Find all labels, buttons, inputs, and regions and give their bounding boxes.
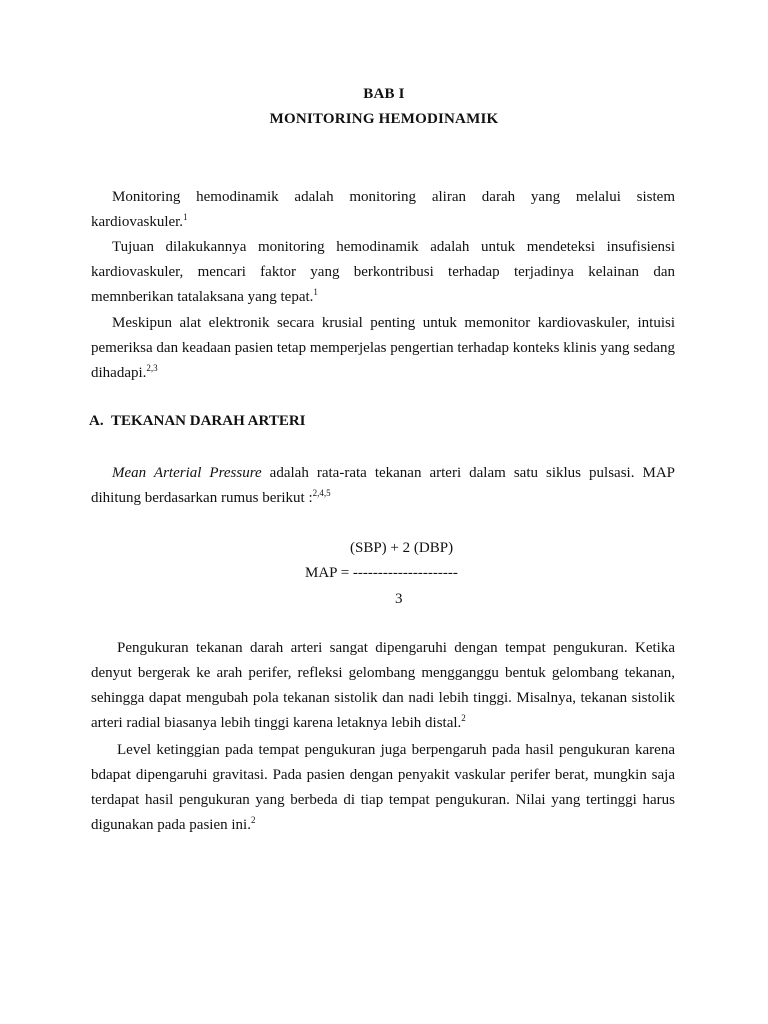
citation-ref: 1: [183, 212, 188, 222]
measurement-paragraph-2: [91, 738, 675, 838]
citation-ref: 2,3: [146, 363, 158, 373]
intro-paragraph-1: [91, 185, 675, 235]
formula-fraction-line: MAP = ---------------------: [305, 565, 458, 581]
formula-numerator: (SBP) + 2 (DBP): [350, 540, 454, 556]
intro-paragraph-3: [91, 311, 675, 386]
section-title: TEKANAN DARAH ARTERI: [111, 413, 306, 429]
map-paragraph: [91, 461, 675, 511]
section-heading-a: [89, 413, 306, 430]
paragraph-text: Monitoring hemodinamik adalah monitoring aliran darah yang melalui sistem kardiovaskuler.: [91, 189, 675, 230]
paragraph-text: Tujuan dilakukannya monitoring hemodinamik adalah untuk mendeteksi insufisiensi kardiovaskuler, mencari faktor yang berkontribusi terhadap terjadinya kelainan dan memnberikan tatalaksana yang tepat.: [91, 239, 675, 305]
citation-ref: 1: [313, 287, 318, 297]
section-number: A.: [89, 413, 104, 429]
citation-ref: 2,4,5: [312, 488, 331, 498]
intro-paragraph-2: [91, 235, 675, 310]
chapter-number: BAB I: [363, 86, 405, 102]
citation-ref: 2: [250, 815, 256, 825]
paragraph-text: Meskipun alat elektronik secara krusial penting untuk memonitor kardiovaskuler, intuisi pemeriksa dan keadaan pasien tetap memperjelas pengertian terhadap konteks klinis yang sedang dihadapi.: [91, 315, 675, 381]
citation-ref: 2: [461, 713, 466, 723]
measurement-paragraph-1: [91, 636, 675, 736]
paragraph-text: adalah rata-rata tekanan arteri dalam satu siklus pulsasi. MAP dihitung berdasarkan rumus berikut :: [91, 465, 675, 506]
chapter-title: MONITORING HEMODINAMIK: [269, 111, 499, 127]
paragraph-text: Pengukuran tekanan darah arteri sangat dipengaruhi dengan tempat pengukuran. Ketika denyut bergerak ke arah perifer, refleksi gelombang mengganggu bentuk gelombang tekanan, sehingga dapat mengubah pola tekanan sistolik dan nadi lebih tinggi. Misalnya, tekanan sistolik arteri radial biasanya lebih tinggi karena letaknya lebih distal.: [91, 640, 675, 731]
map-term: Mean Arterial Pressure: [112, 465, 262, 481]
paragraph-text: Level ketinggian pada tempat pengukuran juga berpengaruh pada hasil pengukuran karena bdapat dipengaruhi gravitasi. Pada pasien dengan penyakit vaskular perifer berat, mungkin saja terdapat hasil pengukuran yang berbeda di tiap tempat pengukuran. Nilai yang tertinggi harus digunakan pada pasien ini.: [91, 742, 675, 833]
formula-denominator: 3: [395, 591, 403, 607]
